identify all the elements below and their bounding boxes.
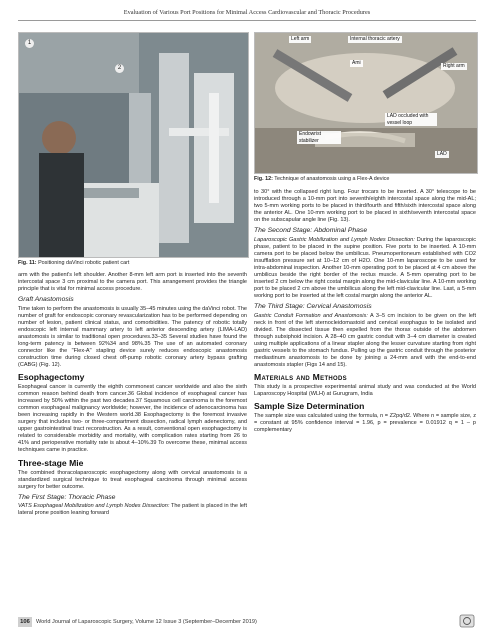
page-header: Evaluation of Various Port Positions for Minimal Access Cardiovascular and Thoracic Procedures [123, 9, 371, 16]
left-intro-paragraph: arm with the patient's left shoulder. Another 8-mm left arm port is inserted into the seventh intercostal space 3 cm proximal to the camera port. This arrangement provides the triangle principle that is vital for minimal access procedure. [18, 272, 247, 293]
robot-cart-photo [19, 33, 248, 257]
second-stage-heading: The Second Stage: Abdominal Phase [254, 227, 368, 235]
label-internal-thoracic-artery: Internal thoracic artery [350, 36, 400, 42]
figure-11-tag-2: 2 [115, 64, 124, 73]
journal-footer: World Journal of Laparoscopic Surgery, Volume 12 Issue 3 (September–December 2019) [36, 619, 257, 625]
figure-11-caption-text: Positioning daVinci robotic patient cart [38, 260, 130, 266]
label-left-arm: Left arm [291, 36, 310, 42]
figure-12-caption-label: Fig. 12: [254, 176, 273, 182]
third-stage-paragraph [254, 313, 476, 369]
figure-11-image [18, 32, 249, 258]
second-stage-lead: Laparoscopic Gastric Mobilization and Lymph Nodes Dissection: [254, 236, 415, 243]
third-stage-heading: The Third Stage: Cervical Anastomosis [254, 303, 372, 311]
first-stage-paragraph [18, 503, 247, 517]
header-rule [18, 20, 476, 21]
first-stage-heading: The First Stage: Thoracic Phase [18, 493, 116, 501]
materials-methods-heading: Materials and Methods [254, 372, 347, 383]
label-endowrist-stabilizer: Endowrist stabilizer [297, 131, 341, 144]
third-stage-lead: Gastric Conduit Formation and Anastomosis: [254, 312, 368, 319]
page-number: 106 [18, 617, 32, 627]
graft-anastomosis-paragraph: Time taken to perform the anastomosis is usually 35–45 minutes using the daVinci robot. The number of graft for endoscopic coronary revascularization has to be performed depending on number of lesion, patient clinical status, and comorbidities. The patency of robotic totally endoscopic left internal mammary artery to left anterior descending artery (LIMA-LAD) anastomosis is similar to traditional open procedures.33–35 Several studies have found the long-term patency is between 92%34 and 98%.35 The use of an automated coronary connector like the "Flex-A" stapling device surely reduces endoscopic anastomosis construction time during closed chest off-pump robotic coronary artery bypass grafting (CABG) (Fig. 12). [18, 305, 247, 369]
label-lad-occluded: LAD occluded with vessel loop [385, 113, 437, 126]
right-column [254, 189, 476, 434]
figure-11-caption-label: Fig. 11: [18, 260, 37, 266]
first-stage-text: The patient is placed in the left lateral prone position leaning forward [18, 503, 247, 517]
label-lad: LAD [437, 151, 447, 157]
label-right-arm: Right arm [441, 63, 467, 70]
sample-size-heading: Sample Size Determination [254, 401, 365, 412]
figure-11-caption [18, 260, 247, 267]
figure-12-image [254, 32, 478, 174]
figure-12-caption-text: Technique of anastomosis using a Flex-A device [274, 176, 390, 182]
first-stage-lead: VATS Esophageal Mobilization and Lymph Nodes Dissection: [18, 503, 170, 510]
label-ami: Ami [352, 60, 361, 66]
second-stage-paragraph [254, 237, 476, 300]
materials-methods-paragraph: This study is a prospective experimental animal study and was conducted at the World Laparoscopy Hospital (WLH) at Gurugram, India [254, 384, 476, 398]
sample-size-paragraph: The sample size was calculated using the formula, n = Z2pq/d2. Where n = sample size, z = constant at 95% confidence interval = 1.96, p = prevalence = 0.01912 q = 1 – p complementary [254, 413, 476, 434]
esophagectomy-heading: Esophagectomy [18, 372, 85, 383]
graft-anastomosis-heading: Graft Anastomosis [18, 296, 74, 304]
three-stage-mie-paragraph: The combined thoracolaparoscopic esophagectomy along with cervical anastomosis is a standardized surgical technique to treat esophageal carcinoma through minimal access surgery for better outcome. [18, 469, 247, 490]
figure-11-tag-1: 1 [25, 39, 34, 48]
left-column [18, 272, 247, 517]
right-intro-paragraph: to 30° with the collapsed right lung. Four trocars to be inserted. A 30° telescope to be introduced through a 10-mm port into seventh/eighth intercostal space along the mid-AL; two 5-mm working ports to be placed in third/fourth and fifth/sixth intercostal space along the anterior AL. One 10-mm working port to be placed in sixth/seventh intercostal space on the subscapular angle line (Fig. 13). [254, 189, 476, 224]
second-stage-text: During the laparoscopic phase, patient to be placed in the supine position. Five ports to be inserted. A 10-mm camera port to be placed below the umbilicus. Pneumoperitoneum established with CO2 insufflation pressure set at 10–12 cm of H2O. One 10-mm laparoscope to be used for intra-abdominal inspection. Another 10-mm operating port to be placed at 4 cm above the umbilicus beside the right border of the rectus muscle. A 5-mm operating port to be inserted 2 cm below the right costal margin along the mid-clavicular line. A 10-mm working port to be placed 2 cm above the umbilicus along the left mid-clavicular line. Last, a 5-mm working port to be inserted at the left costal margin along the anterior AL. [254, 236, 476, 300]
third-stage-text: A 3–5 cm incision to be given on the left neck in front of the left sternocleidomastoid and cervical esophagus to be isolated and divided. The dissected tissue then expelled from the thorax outside of the abdomen through subxiphoid incision. A 28–40 cm gastric conduit with 3–4 cm diameter is created using multiple applications of a linear stapler along the lesser curvature starting from right gastric vessels to the stomach fundus. Pulling up the gastric conduit through the posterior mediastinum anastomosis to be done by joining a 24-mm anvil with the end-to-end anastomosis stapler (Figs 14 and 15). [254, 312, 477, 368]
figure-12-caption [254, 176, 476, 183]
publisher-logo-icon [459, 614, 475, 628]
three-stage-mie-heading: Three-stage Mie [18, 457, 84, 468]
esophagectomy-paragraph: Esophageal cancer is currently the eighth commonest cancer worldwide and also the sixth common reason behind death from cancer.36 Global incidence of esophageal cancer has increased by 50% within the past two decades.37 Squamous cell carcinoma is the foremost common esophageal malignancy worldwide; however, the incidence of adenocarcinoma has been increasing rapidly in the Western world.38 Esophagectomy is the foremost invasive surgery that includes two- or three-compartment dissection, radical lymph adenectomy, and upper gastrointestinal tract reconstruction. As a result, conventional open esophagectomy is related to considerable morbidity and mortality, with complication rates starting from 26 to 41% and perioperative mortality rate is about 4–10%.39 To overcome these, minimal access techniques came in practice. [18, 384, 247, 454]
